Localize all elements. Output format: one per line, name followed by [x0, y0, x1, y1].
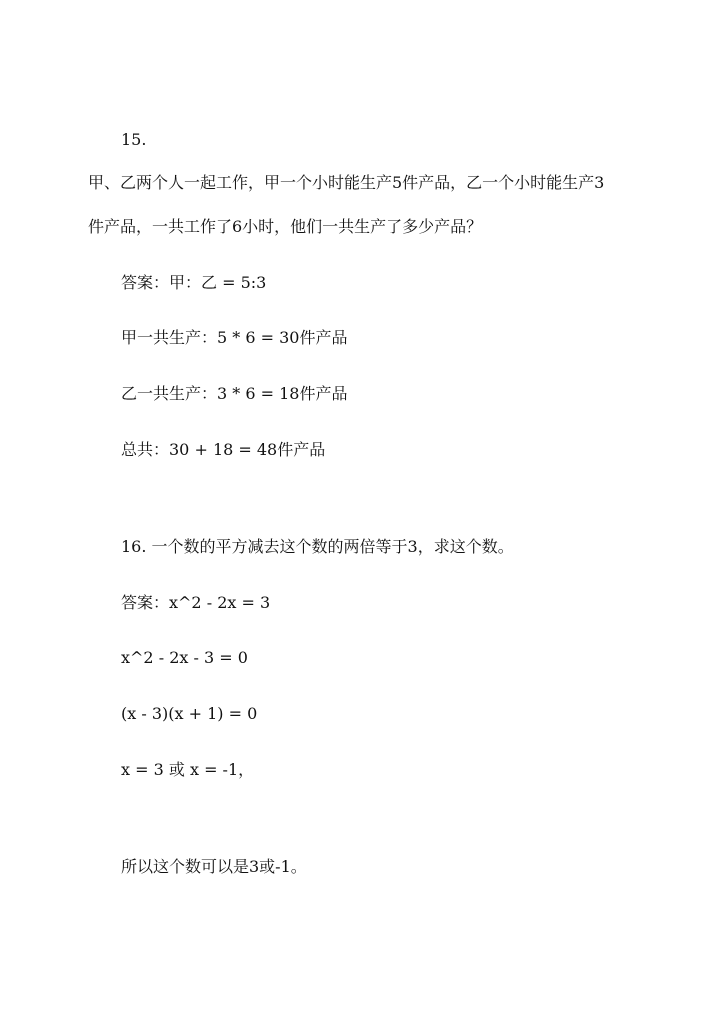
q15-question-line2: 件产品，一共工作了6小时，他们一共生产了多少产品？	[88, 217, 483, 236]
q15-step2: 乙一共生产：3 * 6 = 18件产品	[121, 384, 348, 403]
q15-total: 总共：30 + 18 = 48件产品	[121, 440, 326, 459]
q16-step3: x = 3 或 x = -1，	[121, 760, 255, 779]
q15-question-line1: 甲、乙两个人一起工作，甲一个小时能生产5件产品，乙一个小时能生产3	[88, 173, 605, 192]
q16-step2: (x - 3)(x + 1) = 0	[121, 704, 258, 723]
q16-conclusion: 所以这个数可以是3或-1。	[121, 857, 307, 876]
q16-answer: 答案：x^2 - 2x = 3	[121, 593, 271, 612]
q15-answer: 答案：甲：乙 = 5:3	[121, 273, 267, 292]
q15-number: 15.	[121, 130, 147, 149]
q16-step1: x^2 - 2x - 3 = 0	[121, 648, 248, 667]
q15-step1: 甲一共生产：5 * 6 = 30件产品	[121, 328, 348, 347]
q16-question: 16. 一个数的平方减去这个数的两倍等于3，求这个数。	[121, 537, 514, 556]
